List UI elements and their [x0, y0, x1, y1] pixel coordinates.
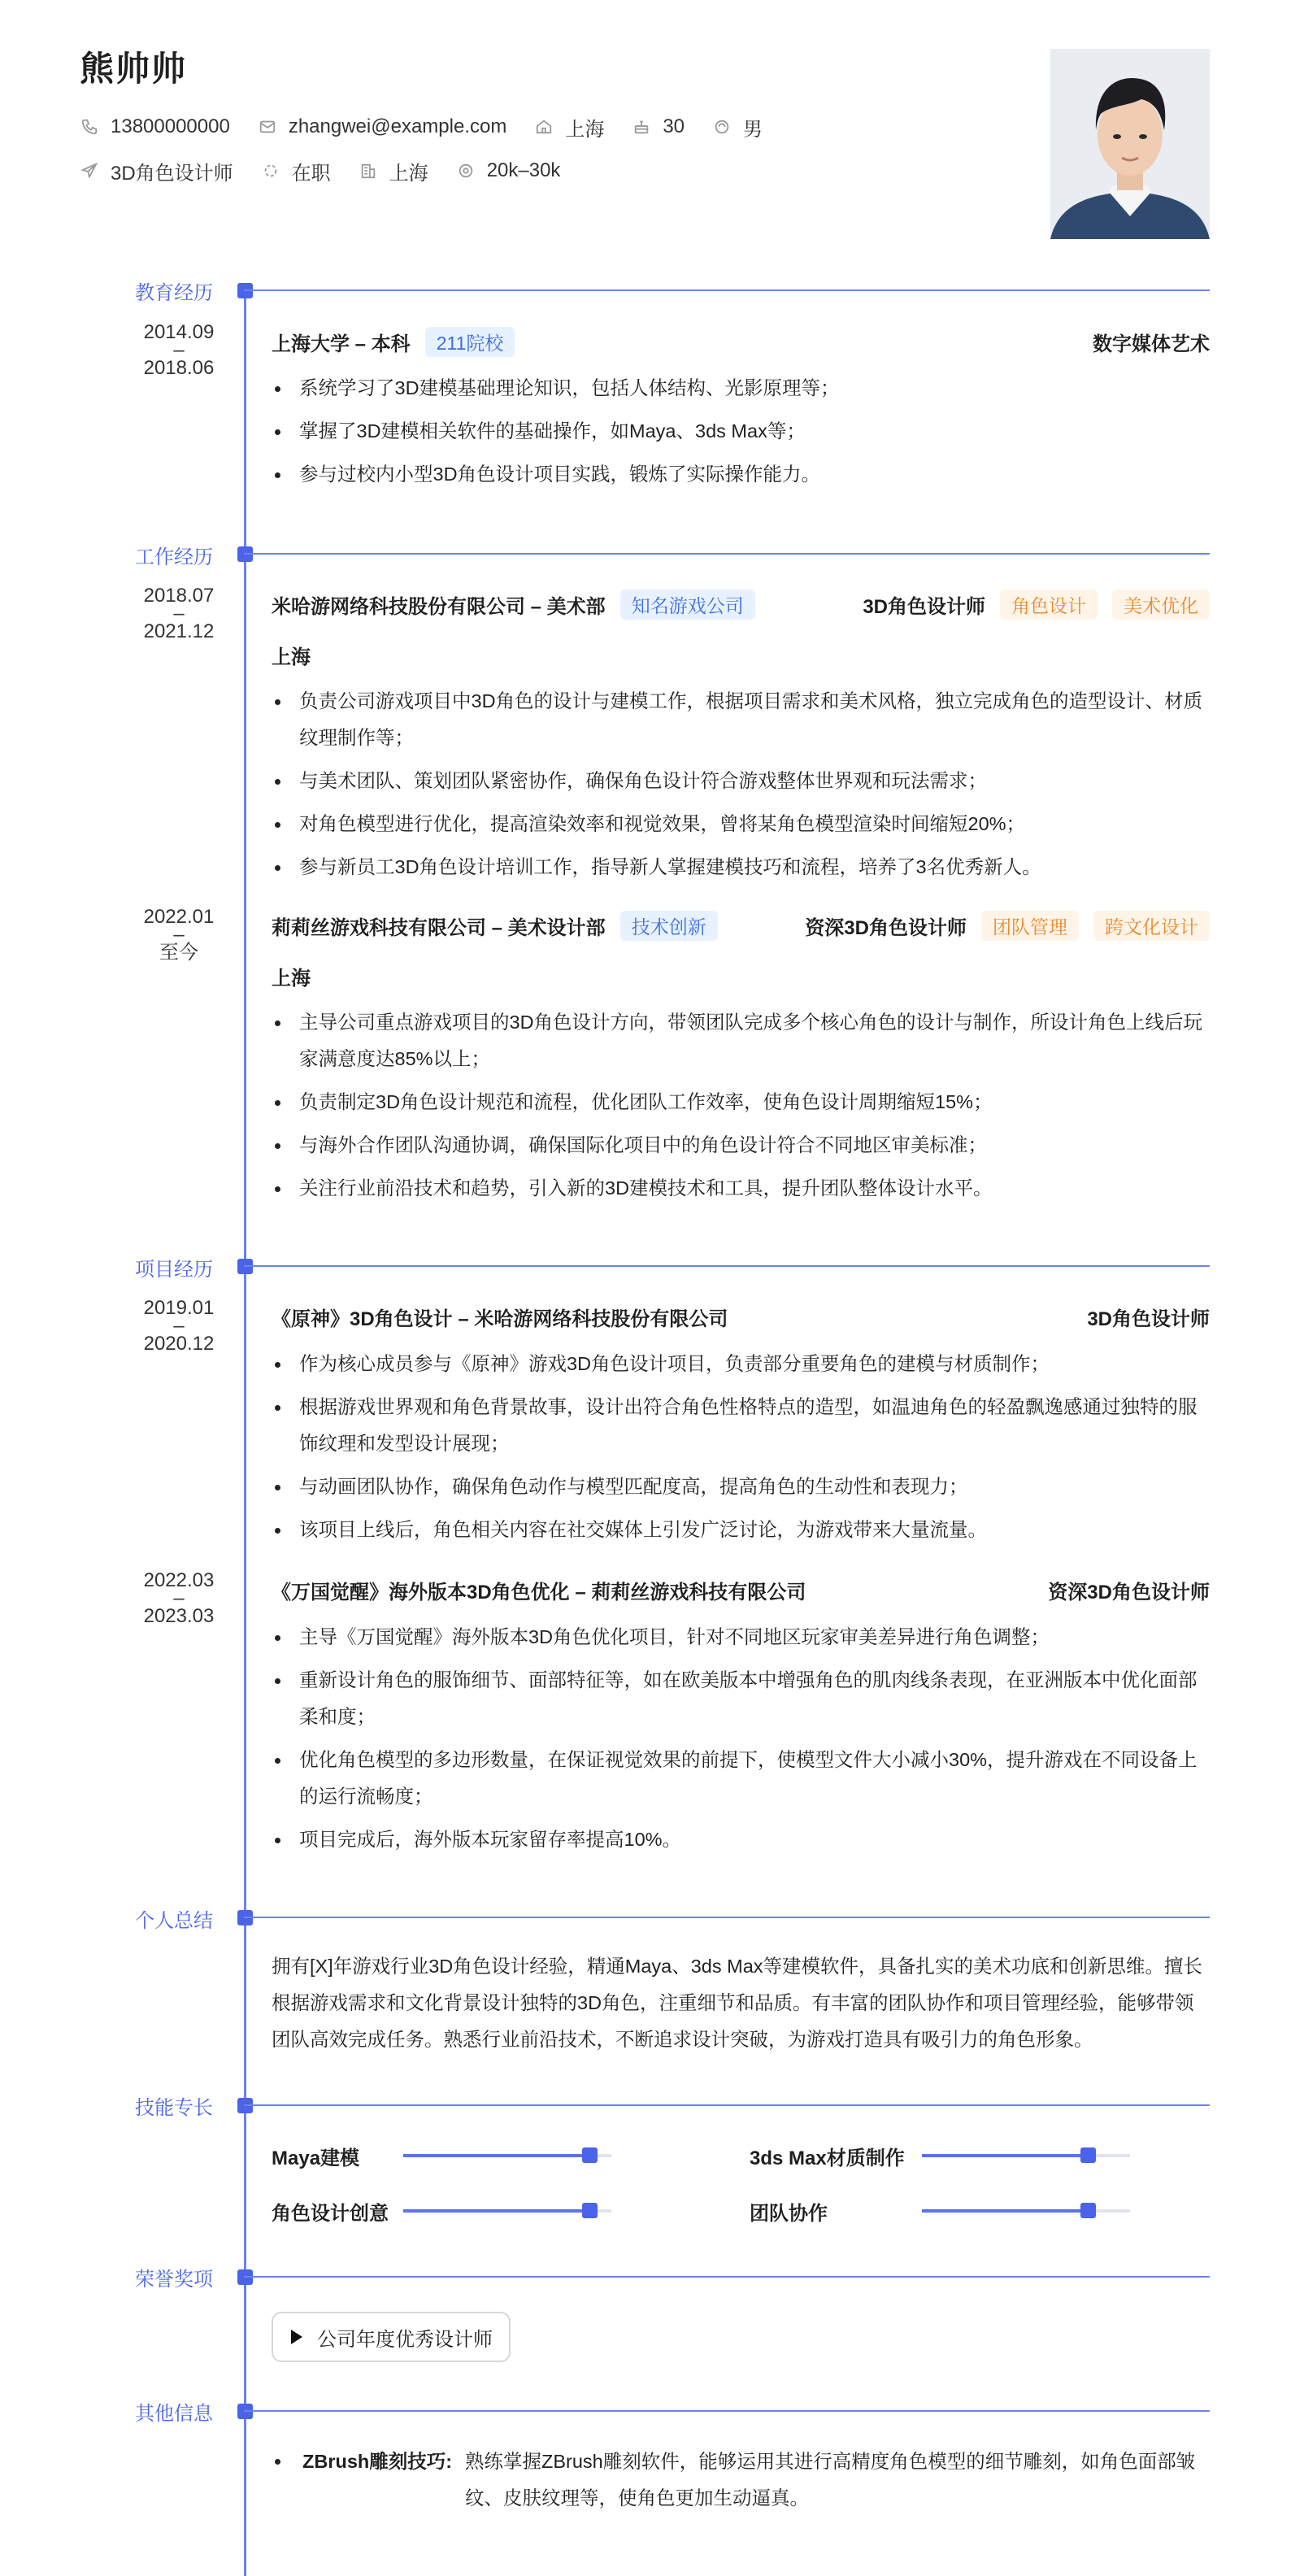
skill-bar-fill	[922, 2154, 1089, 2157]
skill-bar	[922, 2154, 1130, 2157]
gender-item	[712, 113, 763, 141]
city-item	[534, 113, 604, 141]
school-tag: 211院校	[425, 327, 515, 357]
status-icon	[261, 161, 280, 181]
list-item: 与海外合作团队沟通协调，确保国际化项目中的角色设计符合不同地区审美标准；	[272, 1127, 1210, 1164]
list-item: 主导公司重点游戏项目的3D角色设计方向，带领团队完成多个核心角色的设计与制作，所设计角色上线后玩家满意度达85%以上；	[272, 1004, 1210, 1077]
age-text: 30	[663, 115, 685, 137]
list-item: 优化角色模型的多边形数量，在保证视觉效果的前提下，使模型文件大小减小30%，提升游戏在不同设备上的运行流畅度；	[272, 1742, 1210, 1815]
section-divider	[244, 1265, 1210, 1267]
section-title-education: 教育经历	[135, 282, 213, 304]
skill-bar-fill	[403, 2154, 590, 2157]
project1-bullets	[272, 1346, 1210, 1555]
project2-bullets	[272, 1619, 1210, 1865]
other-item	[272, 2443, 1210, 2517]
project-role: 3D角色设计师	[1087, 1308, 1210, 1330]
education-date	[138, 323, 220, 378]
job-role: 资深3D角色设计师	[805, 916, 967, 939]
building-icon	[359, 161, 378, 181]
section-divider	[244, 289, 1210, 291]
list-item: 对角色模型进行优化，提高渲染效率和视觉效果，曾将某角色模型渲染时间缩短20%；	[272, 806, 1210, 842]
other-text: 熟练掌握ZBrush雕刻软件，能够运用其进行高精度角色模型的细节雕刻，如角色面部皱纹、皮肤纹理等，使角色更加生动逼真。	[465, 2451, 1196, 2509]
list-item: 重新设计角色的服饰细节、面部特征等，如在欧美版本中增强角色的肌肉线条表现，在亚洲版本中优化面部柔和度；	[272, 1662, 1210, 1735]
list-item: 负责公司游戏项目中3D角色的设计与建模工作，根据项目需求和美术风格，独立完成角色的造型设计、材质纹理制作等；	[272, 683, 1210, 756]
company-tag: 技术创新	[620, 911, 718, 941]
work-location: 上海	[272, 968, 311, 990]
list-item: 与动画团队协作，确保角色动作与模型匹配度高，提高角色的生动性和表现力；	[272, 1469, 1210, 1505]
email-text: zhangwei@example.com	[288, 115, 507, 137]
education-bullets	[272, 370, 1210, 499]
date-end: 2020.12	[143, 1333, 215, 1355]
date-dash: –	[173, 1587, 185, 1609]
timeline-line	[244, 283, 246, 2576]
list-item: 参与新员工3D角色设计培训工作，指导新人掌握建模技巧和流程，培养了3名优秀新人。	[272, 849, 1210, 886]
company-name: 莉莉丝游戏科技有限公司 – 美术设计部	[272, 916, 606, 939]
skill-bar	[922, 2209, 1130, 2213]
email-item	[258, 115, 507, 138]
skill-bar-knob	[582, 2147, 598, 2163]
gender-icon	[712, 117, 732, 137]
skill-name: 角色设计创意	[272, 2203, 389, 2225]
play-icon	[291, 2330, 302, 2344]
mail-icon	[258, 117, 277, 137]
cake-icon	[632, 117, 651, 137]
work1-date	[138, 586, 220, 642]
send-icon	[80, 161, 99, 181]
gender-text: 男	[743, 118, 763, 141]
age-item	[632, 115, 685, 138]
summary-text: 拥有[X]年游戏行业3D角色设计经验，精通Maya、3ds Max等建模软件，具备扎实的美术功底和创新思维。擅长根据游戏需求和文化背景设计独特的3D角色，注重细节和品质。有丰富的团队协作和项目管理经验，能够带领团队高效完成任务。熟悉行业前沿技术，不断追求设计突破，为游戏打造具有吸引力的角色形象。	[272, 1956, 1203, 2050]
company-tag: 知名游戏公司	[620, 590, 755, 620]
list-item: 负责制定3D角色设计规范和流程，优化团队工作效率，使角色设计周期缩短15%；	[272, 1084, 1210, 1120]
job-text: 3D角色设计师	[111, 162, 233, 185]
profile-photo	[1050, 49, 1210, 239]
location-item	[359, 157, 428, 185]
list-item: 系统学习了3D建模基础理论知识，包括人体结构、光影原理等；	[272, 370, 1210, 407]
date-end: 2023.03	[143, 1605, 215, 1627]
work2-header	[272, 911, 1210, 940]
date-dash: –	[173, 1315, 185, 1337]
home-icon	[534, 117, 554, 137]
award-item[interactable]	[272, 2312, 511, 2362]
job-role: 3D角色设计师	[863, 595, 985, 618]
salary-icon	[456, 161, 476, 181]
date-end: 2021.12	[143, 620, 215, 642]
work1-header	[272, 590, 1210, 619]
list-item: 作为核心成员参与《原神》游戏3D角色设计项目，负责部分重要角色的建模与材质制作；	[272, 1346, 1210, 1382]
section-title-other: 其他信息	[135, 2403, 213, 2425]
phone-item	[80, 115, 230, 138]
work1-bullets	[272, 683, 1210, 892]
section-divider	[244, 553, 1210, 555]
role-tag: 美术优化	[1112, 590, 1210, 620]
list-item: 项目完成后，海外版本玩家留存率提高10%。	[272, 1821, 1210, 1858]
role-tag: 团队管理	[981, 911, 1079, 941]
section-title-work: 工作经历	[135, 546, 213, 568]
skill-bar-knob	[1080, 2203, 1096, 2218]
date-start: 2019.01	[143, 1297, 215, 1319]
salary-item	[456, 159, 561, 182]
skill-name: Maya建模	[272, 2147, 360, 2169]
school-name: 上海大学 – 本科	[272, 333, 411, 355]
work2-role-group	[805, 911, 1210, 941]
status-item	[261, 157, 331, 185]
major: 数字媒体艺术	[1093, 333, 1210, 355]
list-item: 参与过校内小型3D角色设计项目实践，锻炼了实际操作能力。	[272, 456, 1210, 493]
company-name: 米哈游网络科技股份有限公司 – 美术部	[272, 595, 606, 618]
list-item: 根据游戏世界观和角色背景故事，设计出符合角色性格特点的造型，如温迪角色的轻盈飘逸感通过独特的服饰纹理和发型设计展现；	[272, 1389, 1210, 1462]
location-text: 上海	[389, 162, 428, 185]
date-start: 2018.07	[143, 585, 215, 607]
project-title: 《原神》3D角色设计 – 米哈游网络科技股份有限公司	[272, 1308, 728, 1330]
contact-row	[80, 111, 790, 143]
list-item: 关注行业前沿技术和趋势，引入新的3D建模技术和工具，提升团队整体设计水平。	[272, 1170, 1210, 1207]
job-item	[80, 157, 233, 185]
job-row	[80, 154, 588, 187]
skill-bar-knob	[582, 2203, 598, 2218]
project1-date	[138, 1299, 220, 1354]
date-start: 2022.03	[143, 1569, 215, 1591]
city-text: 上海	[565, 118, 605, 141]
section-divider	[244, 2104, 1210, 2106]
project1-header	[272, 1302, 1210, 1331]
date-start: 2014.09	[143, 321, 215, 343]
role-tag: 跨文化设计	[1093, 911, 1210, 941]
date-start: 2022.01	[143, 906, 215, 928]
work1-role-group	[863, 590, 1210, 620]
work2-date	[138, 907, 220, 963]
date-dash: –	[173, 924, 185, 946]
skill-bar-fill	[403, 2209, 590, 2213]
salary-text: 20k–30k	[486, 159, 561, 181]
list-item: 与美术团队、策划团队紧密协作，确保角色设计符合游戏整体世界观和玩法需求；	[272, 763, 1210, 799]
section-title-skills: 技能专长	[135, 2097, 213, 2119]
other-label: ZBrush雕刻技巧:	[302, 2451, 453, 2472]
section-title-honors: 荣誉奖项	[135, 2269, 213, 2291]
list-item: 掌握了3D建模相关软件的基础操作，如Maya、3ds Max等；	[272, 413, 1210, 450]
skill-name: 3ds Max材质制作	[750, 2147, 905, 2169]
project2-header	[272, 1575, 1210, 1604]
phone-icon	[80, 117, 99, 137]
work2-bullets	[272, 1004, 1210, 1213]
date-dash: –	[173, 339, 185, 361]
list-item: 主导《万国觉醒》海外版本3D角色优化项目，针对不同地区玩家审美差异进行角色调整；	[272, 1619, 1210, 1656]
project2-date	[138, 1571, 220, 1626]
phone-text: 13800000000	[111, 115, 230, 137]
award-label: 公司年度优秀设计师	[317, 2328, 493, 2351]
skill-bar	[403, 2154, 611, 2157]
education-header	[272, 327, 1210, 356]
candidate-name: 熊帅帅	[80, 50, 188, 88]
bullet-dot	[275, 2459, 280, 2465]
skill-bar-knob	[1080, 2147, 1096, 2163]
project-title: 《万国觉醒》海外版本3D角色优化 – 莉莉丝游戏科技有限公司	[272, 1581, 806, 1603]
work-location: 上海	[272, 646, 311, 668]
section-divider	[244, 2410, 1210, 2412]
project-role: 资深3D角色设计师	[1048, 1581, 1210, 1603]
skill-bar-fill	[922, 2209, 1089, 2213]
skill-name: 团队协作	[750, 2203, 828, 2225]
status-text: 在职	[291, 162, 331, 185]
date-end: 2018.06	[143, 357, 215, 379]
date-end: 至今	[159, 942, 198, 964]
role-tag: 角色设计	[1000, 590, 1098, 620]
section-title-summary: 个人总结	[135, 1910, 213, 1932]
section-divider	[244, 1917, 1210, 1918]
date-dash: –	[173, 603, 185, 624]
skill-bar	[403, 2209, 611, 2213]
section-divider	[244, 2276, 1210, 2278]
list-item: 该项目上线后，角色相关内容在社交媒体上引发广泛讨论，为游戏带来大量流量。	[272, 1512, 1210, 1548]
section-title-projects: 项目经历	[135, 1259, 213, 1281]
